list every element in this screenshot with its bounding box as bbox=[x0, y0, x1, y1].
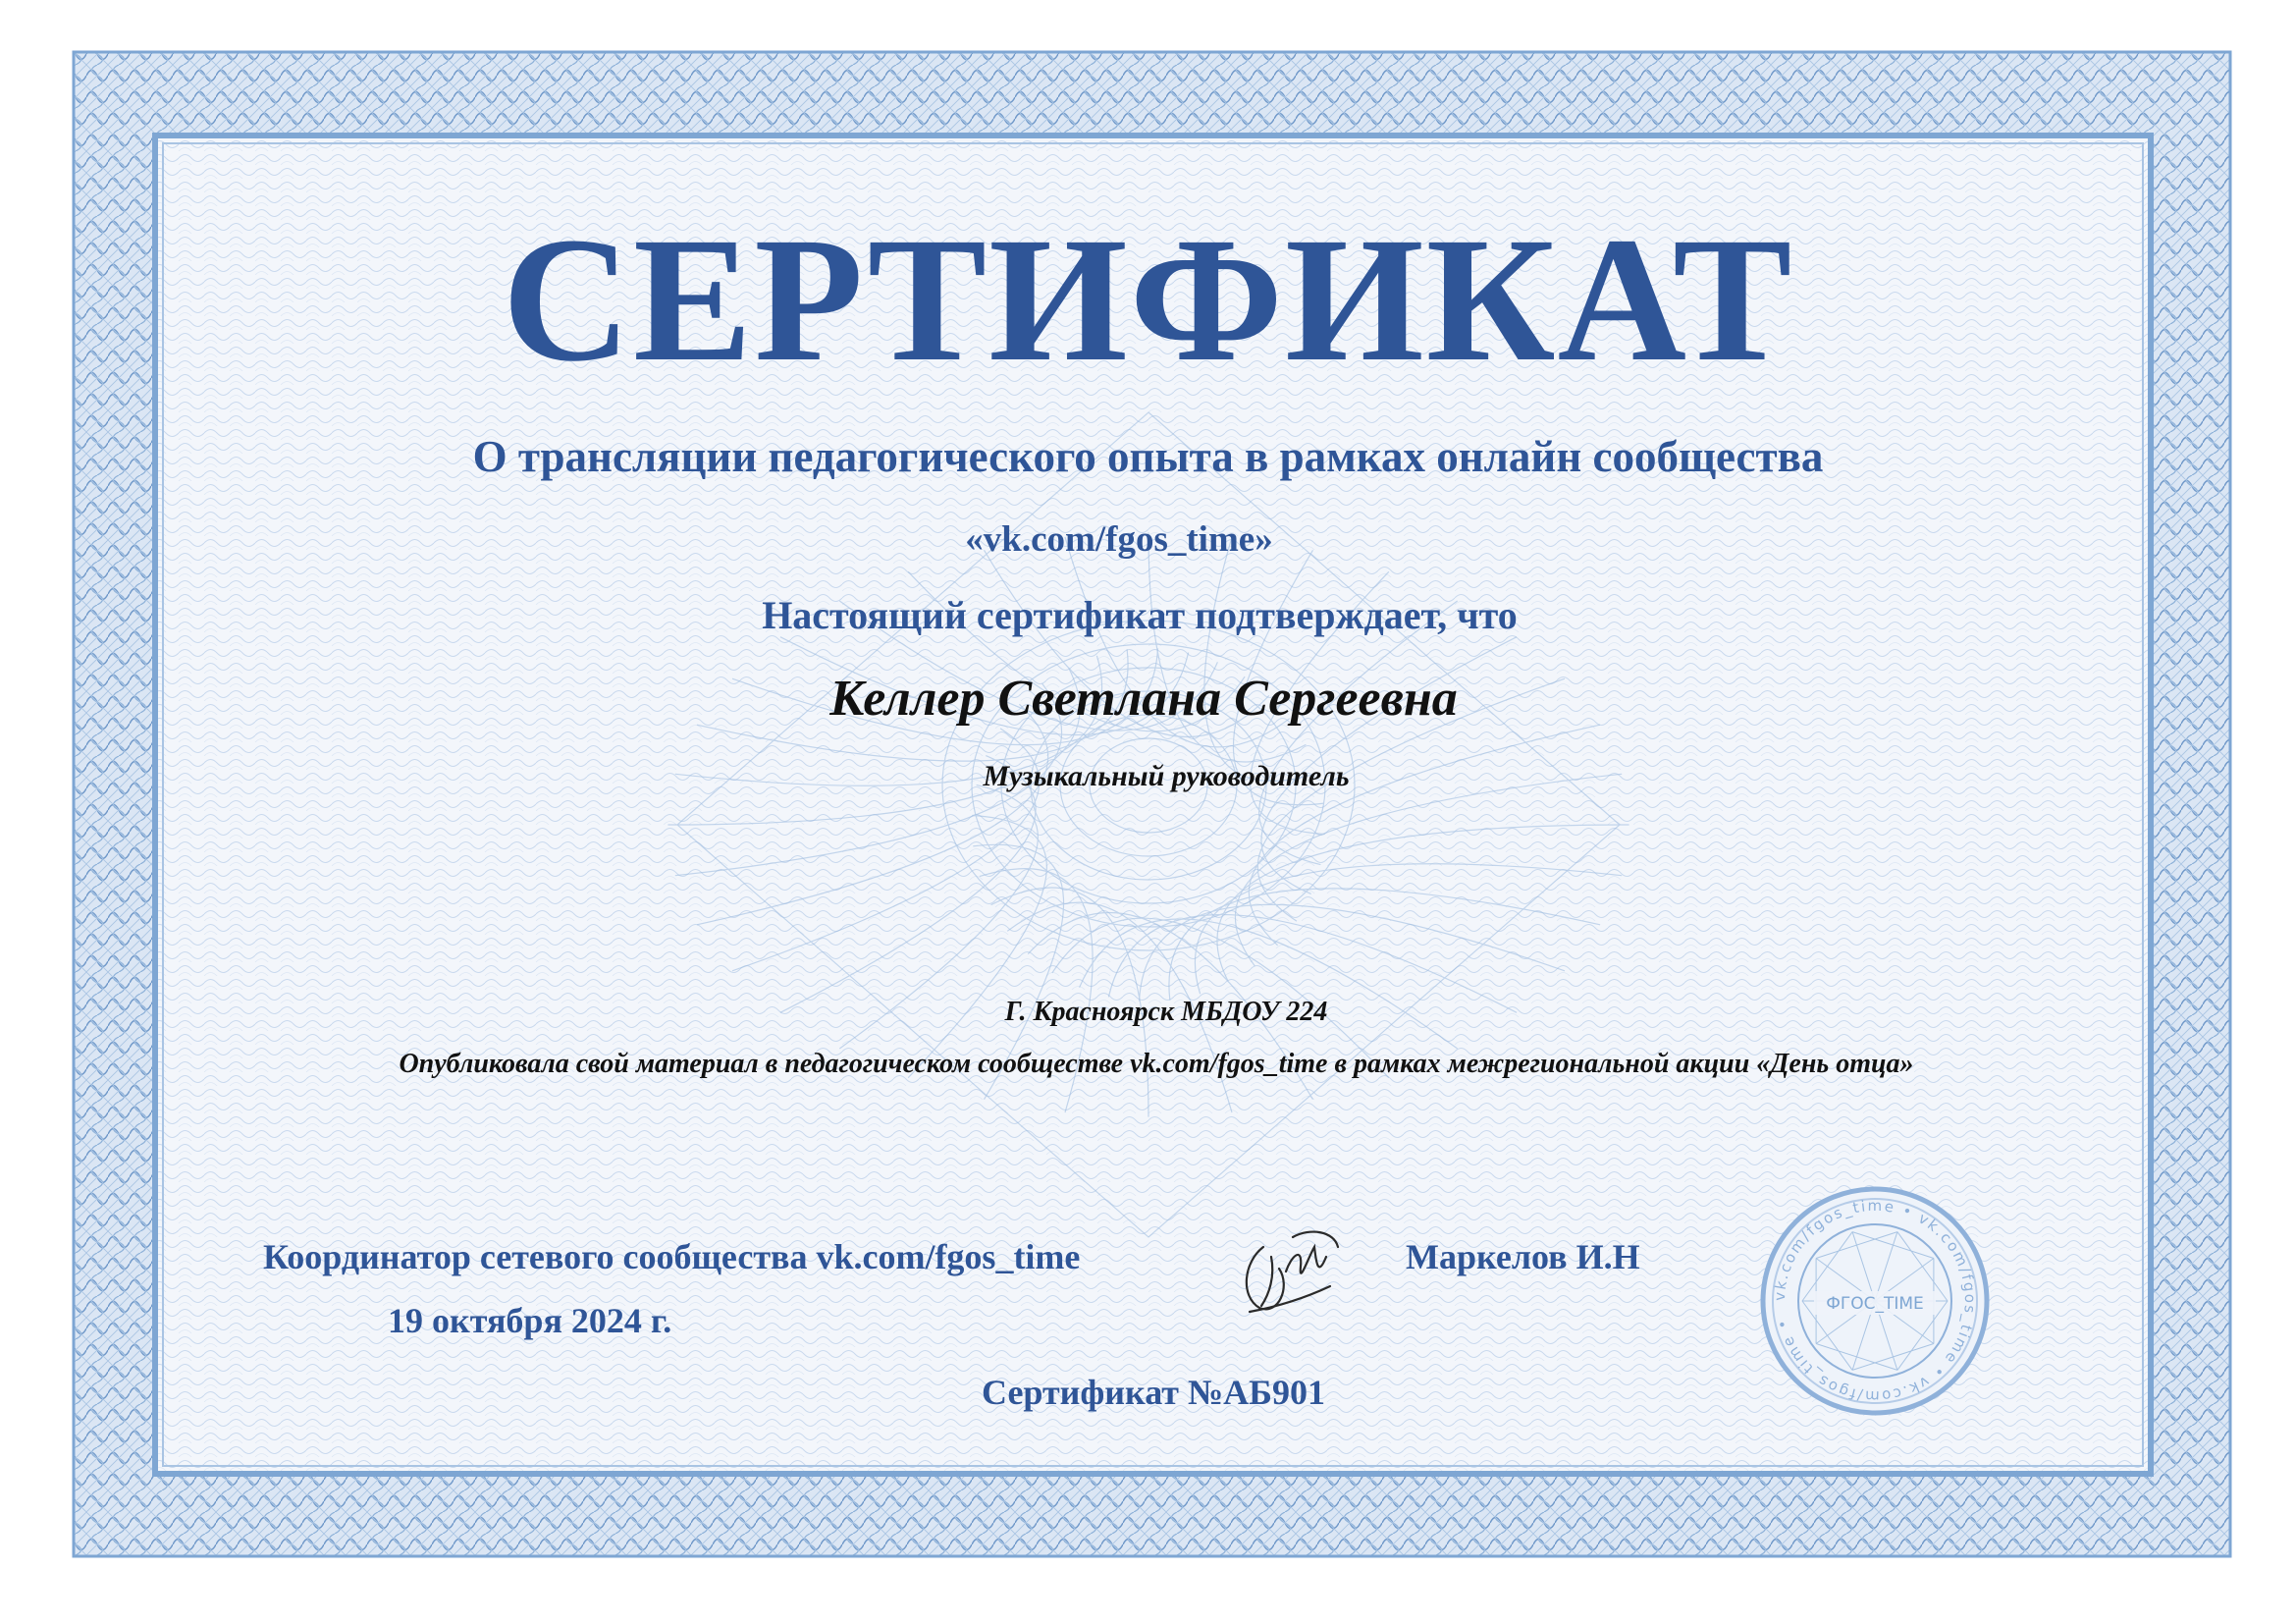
publication-statement: Опубликовала свой материал в педагогическом сообществе vk.com/fgos_time в рамках межрегиональной акции «День отца» bbox=[399, 1049, 1914, 1079]
confirmation-text: Настоящий сертификат подтверждает, что bbox=[762, 593, 1518, 637]
issue-date: 19 октября 2024 г. bbox=[388, 1301, 672, 1340]
signature-icon bbox=[1232, 1218, 1350, 1326]
certificate-number: Сертификат №АБ901 bbox=[982, 1373, 1325, 1412]
community-link: «vk.com/fgos_time» bbox=[965, 519, 1273, 560]
recipient-name: Келлер Светлана Сергеевна bbox=[829, 671, 1458, 727]
stamp-label: ФГОС_TIME bbox=[1826, 1294, 1924, 1314]
stamp-icon bbox=[1757, 1183, 1993, 1419]
signatory-name: Маркелов И.Н bbox=[1406, 1237, 1640, 1276]
coordinator-label: Координатор сетевого сообщества vk.com/fgos_time bbox=[263, 1237, 1081, 1276]
recipient-organization: Г. Красноярск МБДОУ 224 bbox=[1004, 997, 1328, 1027]
certificate-title: СЕРТИФИКАТ bbox=[502, 201, 1794, 399]
stamp-ring-text: vk.com/fgos_time • vk.com/fgos_time • vk.com/fgos_time • bbox=[1770, 1196, 1980, 1406]
certificate-subtitle: О трансляции педагогического опыта в рамках онлайн сообщества bbox=[472, 432, 1824, 481]
recipient-position: Музыкальный руководитель bbox=[983, 760, 1350, 792]
